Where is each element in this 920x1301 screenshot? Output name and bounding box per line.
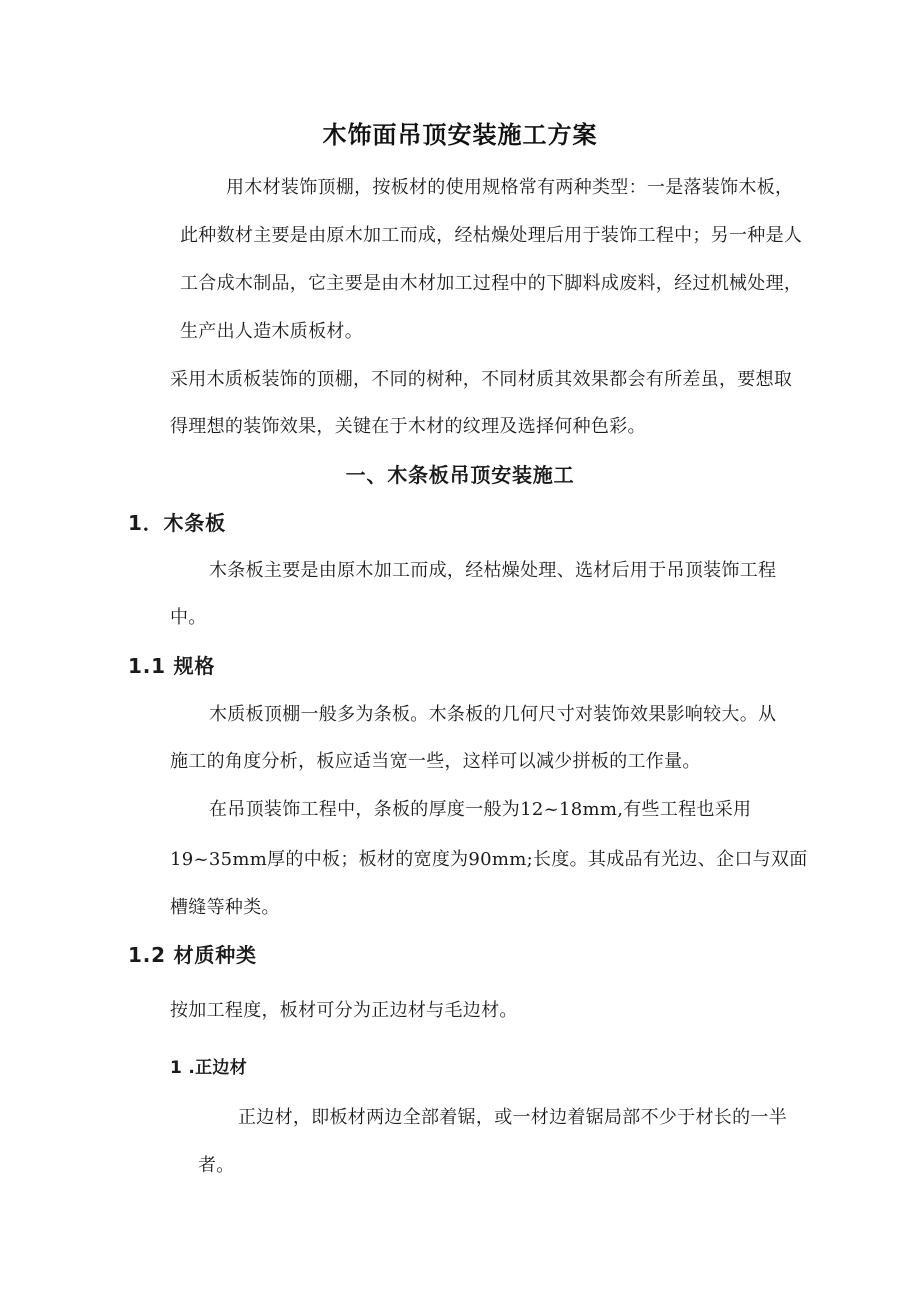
edged-lumber-line-2: 者。 (198, 1155, 235, 1176)
page-title: 木饰面吊顶安装施工方案 (322, 121, 598, 149)
specification-line-1: 木质板顶棚一般多为条板。木条板的几何尺寸对装饰效果影响较大。从 (209, 704, 777, 725)
intro-line-3: 工合成木制品，它主要是由木材加工过程中的下脚料成废料，经过机械处理， (180, 273, 803, 294)
paragraph2-line-2: 得理想的装饰效果，关键在于木材的纹理及选择何种色彩。 (170, 416, 646, 437)
intro-line-1: 用木材装饰顶棚，按板材的使用规格常有两种类型：一是落装饰木板， (226, 177, 794, 198)
intro-line-4: 生产出人造木质板材。 (180, 321, 363, 342)
paragraph2-line-1: 采用木质板装饰的顶棚，不同的树种，不同材质其效果都会有所差虽，要想取 (170, 369, 793, 390)
heading-wood-strip: 1．木条板 (128, 511, 226, 535)
heading-material-types: 1.2 材质种类 (128, 943, 257, 967)
intro-line-2: 此种数材主要是由原木加工而成，经枯燥处理后用于装饰工程中；另一种是人 (180, 225, 803, 246)
heading-edged-lumber: 1 .正边材 (170, 1058, 248, 1078)
specification-line-2: 施工的角度分析，板应适当宽一些，这样可以减少拼板的工作量。 (170, 751, 701, 772)
specification-line-5: 槽缝等种类。 (170, 897, 280, 918)
material-types-line-1: 按加工程度，板材可分为正边材与毛边材。 (170, 1000, 518, 1021)
specification-line-4: 19~35mm厚的中板；板材的宽度为90mm;长度。其成品有光边、企口与双面 (170, 849, 808, 870)
wood-strip-line-1: 木条板主要是由原木加工而成，经枯燥处理、选材后用于吊顶装饰工程 (209, 560, 777, 581)
wood-strip-line-2: 中。 (170, 607, 207, 628)
heading-specification: 1.1 规格 (128, 654, 216, 678)
section-heading-wood-strip-ceiling: 一、木条板吊顶安装施工 (345, 463, 575, 487)
edged-lumber-line-1: 正边材，即板材两边全部着锯，或一材边着锯局部不少于材长的一半 (238, 1107, 787, 1128)
specification-line-3: 在吊顶装饰工程中，条板的厚度一般为12~18mm,有些工程也采用 (209, 799, 752, 820)
